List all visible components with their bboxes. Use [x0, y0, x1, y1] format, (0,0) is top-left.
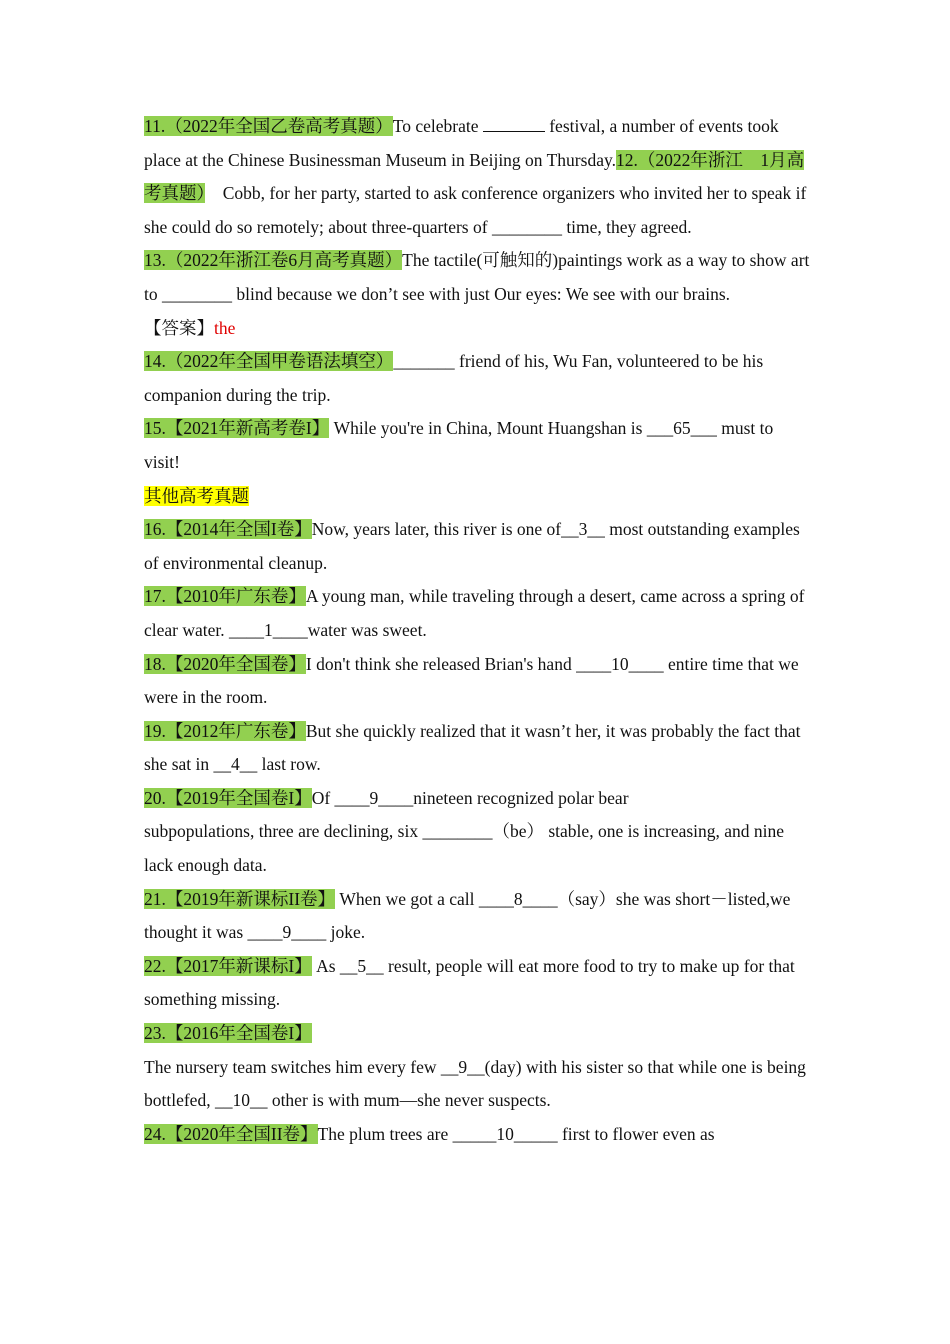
- question-21: [144, 883, 810, 950]
- question-19: [144, 715, 810, 782]
- question-16-text: Now, years later, this river is one of__3__ most outstanding examples of environmental cleanup.: [144, 519, 800, 573]
- section-heading-text: 其他高考真题: [144, 485, 249, 506]
- question-15: [144, 412, 810, 479]
- question-14-text: _______ friend of his, Wu Fan, volunteered to be his companion during the trip.: [144, 351, 764, 405]
- section-heading: [144, 480, 810, 514]
- question-12-text: Cobb, for her party, started to ask conference organizers who invited her to speak if she could do so remotely; about three-quarters of ________ time, they agreed.: [144, 183, 807, 237]
- answer-value: the: [214, 317, 236, 338]
- question-15-source: 15.【2021年新高考卷I】: [144, 418, 330, 439]
- question-19-source: 19.【2012年广东卷】: [144, 720, 306, 741]
- question-21-text: When we got a call ____8____（say）she was short－listed,we thought it was ____9____ joke.: [144, 888, 791, 943]
- question-20-text-start: Of ____9____nineteen recognized polar bear: [311, 787, 629, 808]
- question-list: [144, 110, 810, 1151]
- question-20-text-end: subpopulations, three are declining, six ________（be） stable, one is increasing, and nine lack enough data.: [144, 821, 785, 876]
- question-16: [144, 513, 810, 580]
- question-17: [144, 580, 810, 647]
- question-22-text: As __5__ result, people will eat more food to try to make up for that something missing.: [144, 955, 795, 1010]
- question-23-body: [144, 1051, 810, 1118]
- question-18: [144, 648, 810, 715]
- question-22-source: 22.【2017年新课标I】: [144, 955, 312, 976]
- question-20-source: 20.【2019年全国卷I】: [144, 787, 312, 808]
- question-11-text-start: To celebrate: [392, 116, 483, 136]
- question-11-source: 11.（2022年全国乙卷高考真题）: [144, 116, 393, 136]
- question-13-source: 13.（2022年浙江卷6月高考真题）: [144, 250, 403, 271]
- question-17-text: A young man, while traveling through a desert, came across a spring of clear water. ____1____water was sweet.: [144, 586, 805, 640]
- question-23-text: The nursery team switches him every few __9__(day) with his sister so that while one is being bottlefed, __10__ other is with mum—she never suspects.: [144, 1056, 806, 1111]
- question-17-source: 17.【2010年广东卷】: [144, 586, 306, 607]
- question-11-text-end: festival, a number of events took place at the Chinese Businessman Museum in Beijing on Thursday.: [144, 116, 779, 170]
- question-15-text: While you're in China, Mount Huangshan is ___65___ must to visit!: [144, 418, 774, 472]
- question-14: [144, 345, 810, 412]
- question-11-12: [144, 110, 810, 244]
- question-23: [144, 1017, 810, 1051]
- question-11-blank: [483, 113, 545, 132]
- question-20-continued: [144, 815, 810, 882]
- question-22: [144, 950, 810, 1017]
- question-24-source: 24.【2020年全国II卷】: [144, 1123, 318, 1144]
- question-13-text: The tactile(可触知的)paintings work as a way to show art to ________ blind because we don’t see with just Our eyes: We see with our brains.: [144, 250, 810, 304]
- question-16-source: 16.【2014年全国I卷】: [144, 519, 312, 540]
- question-24-text: The plum trees are _____10_____ first to flower even as: [317, 1123, 715, 1144]
- question-20: [144, 782, 810, 816]
- question-24: [144, 1118, 810, 1152]
- question-18-source: 18.【2020年全国卷】: [144, 653, 306, 674]
- answer-line: [144, 312, 810, 346]
- question-21-source: 21.【2019年新课标II卷】: [144, 888, 336, 909]
- question-13: [144, 244, 810, 311]
- answer-label: 【答案】: [144, 317, 214, 338]
- question-14-source: 14.（2022年全国甲卷语法填空）: [144, 351, 394, 372]
- question-18-text: I don't think she released Brian's hand ____10____ entire time that we were in the room.: [144, 653, 799, 708]
- question-19-text: But she quickly realized that it wasn’t her, it was probably the fact that she sat in __4__ last row.: [144, 720, 801, 775]
- question-23-source: 23.【2016年全国卷I】: [144, 1023, 312, 1044]
- question-12-source: 12.（2022年浙江 1月高考真题）: [144, 149, 805, 204]
